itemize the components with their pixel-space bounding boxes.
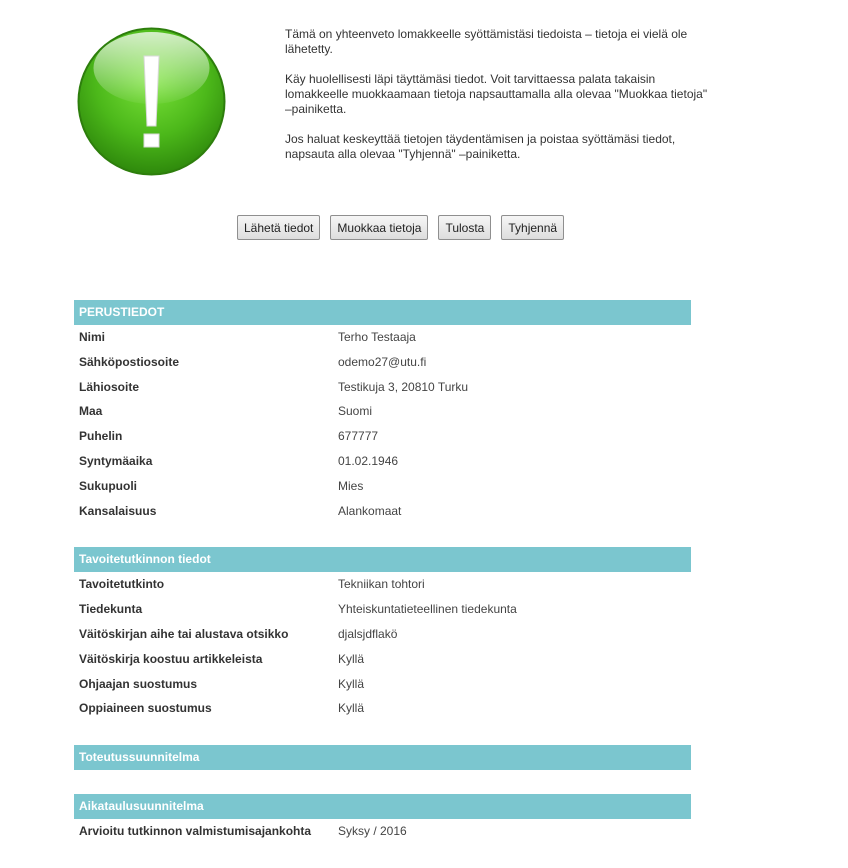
edit-button[interactable]: Muokkaa tietoja [330, 215, 428, 240]
exclamation-warning-icon [76, 26, 227, 177]
field-label: Tavoitetutkinto [79, 577, 165, 592]
section-target-degree [74, 547, 691, 721]
table-row [74, 572, 691, 597]
clear-button[interactable]: Tyhjennä [501, 215, 564, 240]
field-value: 677777 [338, 429, 379, 444]
field-label: Nimi [79, 330, 106, 344]
field-value: Suomi [338, 404, 373, 419]
field-value: Alankomaat [338, 503, 402, 518]
field-value: odemo27@utu.fi [338, 354, 427, 369]
summary-sections [74, 300, 691, 868]
table-row [74, 622, 691, 647]
field-value: Tekniikan tohtori [338, 577, 425, 592]
table-row [74, 449, 691, 474]
field-value: Yhteiskuntatieteellinen tiedekunta [338, 602, 517, 617]
field-label: Sähköpostiosoite [79, 354, 180, 369]
field-label: Tiedekunta [79, 602, 143, 617]
section-basic-info [74, 300, 691, 523]
field-value: 01.02.1946 [338, 453, 399, 468]
field-label: Puhelin [79, 429, 123, 444]
action-buttons [237, 215, 572, 241]
field-label: Syntymäaika [79, 453, 153, 468]
field-label: Ohjaajan suostumus [79, 676, 198, 691]
field-value: djalsjdflakö [338, 626, 398, 641]
print-button[interactable]: Tulosta [438, 215, 491, 240]
field-label: Maa [79, 404, 103, 419]
table-row [74, 499, 691, 524]
table-row [74, 325, 691, 350]
field-value: Kyllä [338, 651, 365, 666]
table-row [74, 350, 691, 375]
section-header: Tavoitetutkinnon tiedot [74, 547, 691, 572]
section-header: Aikataulusuunnitelma [74, 794, 691, 819]
field-label: Oppiaineen suostumus [79, 701, 212, 716]
field-value: Terho Testaaja [338, 330, 416, 344]
field-value: Mies [338, 478, 364, 493]
section-header: Toteutussuunnitelma [74, 745, 691, 770]
table-row [74, 375, 691, 400]
intro-paragraph-1: Tämä on yhteenveto lomakkeelle syöttämistäsi tiedoista – tietoja ei vielä ole lähetetty. [285, 27, 688, 56]
section-implementation-plan [74, 745, 691, 770]
section-header: PERUSTIEDOT [74, 300, 691, 325]
field-label: Väitöskirjan aihe tai alustava otsikko [79, 626, 289, 641]
field-value: Testikuja 3, 20810 Turku [338, 379, 469, 394]
section-schedule-plan [74, 794, 691, 844]
summary-intro [285, 27, 715, 177]
table-row [74, 672, 691, 697]
field-label: Sukupuoli [79, 478, 137, 493]
table-row [74, 474, 691, 499]
field-value: Kyllä [338, 701, 365, 716]
table-row [74, 399, 691, 424]
intro-paragraph-2: Käy huolellisesti läpi täyttämäsi tiedot. Voit tarvittaessa palata takaisin lomakkeelle muokkaamaan tietoja napsauttamalla alla olevaa "Muokkaa tietoja" –painiketta. [285, 72, 708, 116]
table-row [74, 819, 691, 844]
send-button[interactable]: Lähetä tiedot [237, 215, 320, 240]
table-row [74, 597, 691, 622]
table-row [74, 647, 691, 672]
field-label: Lähiosoite [79, 379, 140, 394]
field-label: Kansalaisuus [79, 503, 157, 518]
field-value: Kyllä [338, 676, 365, 691]
field-label: Väitöskirja koostuu artikkeleista [79, 651, 263, 666]
intro-paragraph-3: Jos haluat keskeyttää tietojen täydentämisen ja poistaa syöttämäsi tiedot, napsauta alla olevaa "Tyhjennä" –painiketta. [285, 132, 676, 161]
field-value: Syksy / 2016 [338, 824, 407, 839]
table-row [74, 424, 691, 449]
field-label: Arvioitu tutkinnon valmistumisajankohta [79, 824, 312, 839]
table-row [74, 696, 691, 721]
